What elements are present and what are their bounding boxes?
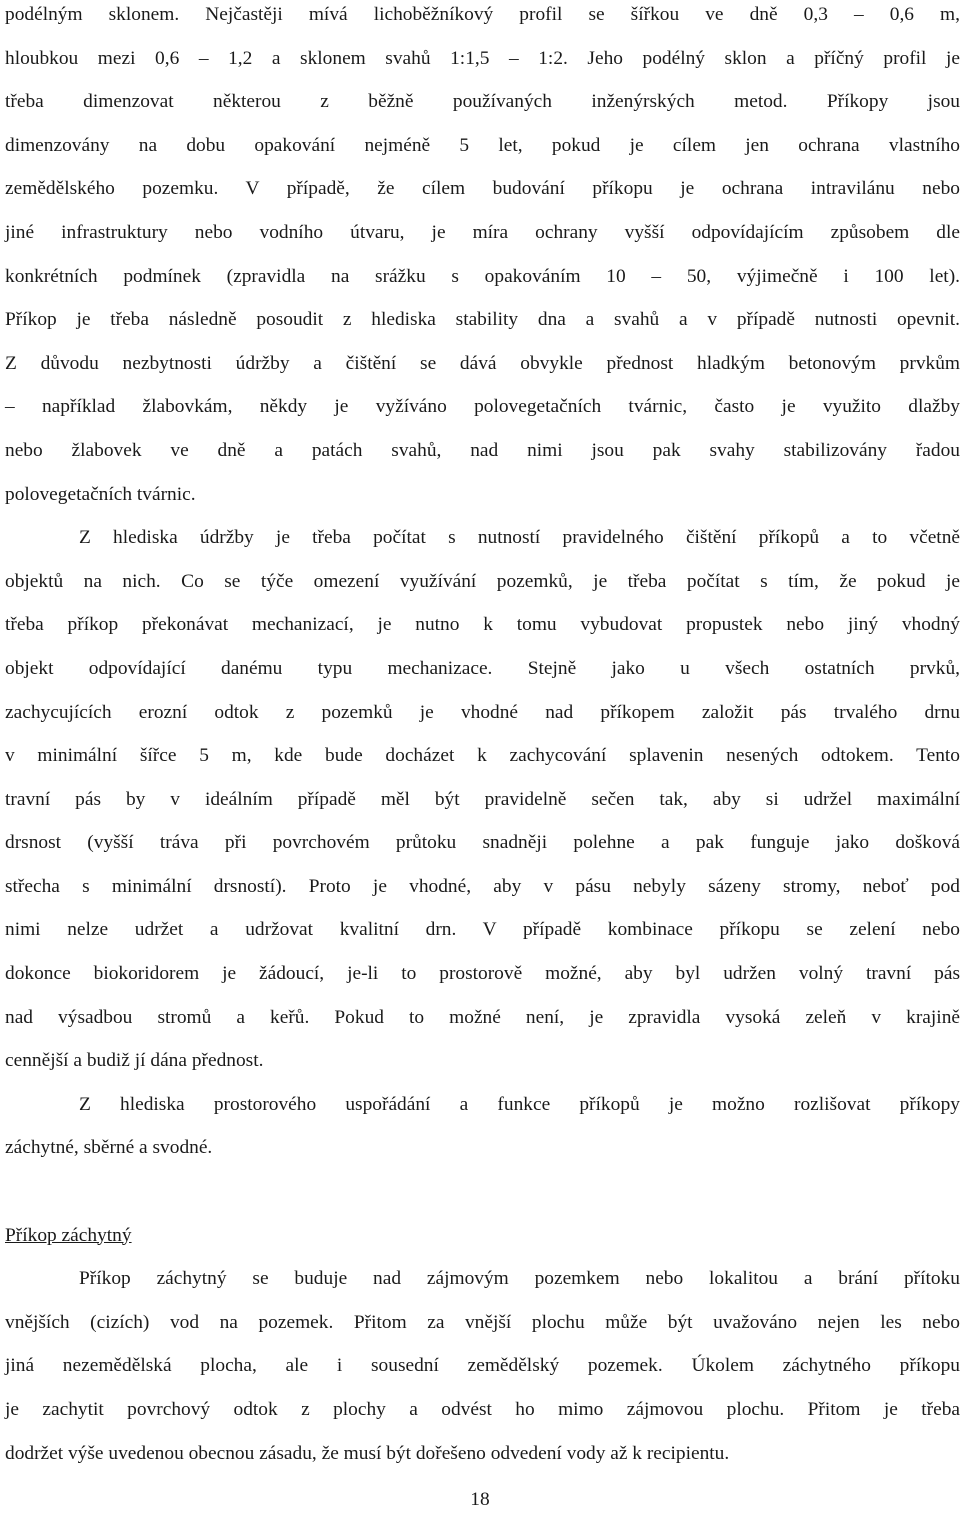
text-line: hloubkou mezi 0,6 – 1,2 a sklonem svahů 1:1,5 – 1:2. Jeho podélný sklon a příčný profil je (5, 47, 960, 69)
section-paragraph (5, 1257, 960, 1475)
text-line: Příkop je třeba následně posoudit z hlediska stability dna a svahů a v případě nutnosti opevnit. (5, 309, 960, 331)
text-line: vnějších (cizích) vod na pozemek. Přitom za vnější plochu může být uvažováno nejen les nebo (5, 1311, 960, 1333)
paragraph-1 (5, 0, 960, 516)
text-line: je zachytit povrchový odtok z plochy a odvést ho mimo zájmovou plochu. Přitom je třeba (5, 1399, 960, 1420)
text-line: zemědělského pozemku. V případě, že cílem budování příkopu je ochrana intravilánu nebo (5, 178, 960, 200)
text-line: střecha s minimální drsností). Proto je vhodné, aby v pásu nebyly sázeny stromy, neboť pod (5, 875, 960, 897)
blank-line (5, 1170, 960, 1214)
text-line: jiné infrastruktury nebo vodního útvaru, je míra ochrany vyšší odpovídajícím způsobem dle (5, 221, 960, 243)
text-line: travní pás by v ideálním případě měl být pravidelně sečen tak, aby si udržel maximální (5, 788, 960, 810)
text-line: v minimální šířce 5 m, kde bude docházet k zachycování splavenin nesených odtokem. Tento (5, 745, 960, 767)
text-line: – například žlabovkám, někdy je vyžíváno polovegetačních tvárnic, často je využito dlažby (5, 396, 960, 418)
text-line: třeba dimenzovat některou z běžně používaných inženýrských metod. Příkopy jsou (5, 91, 960, 113)
text-line: polovegetačních tvárnic. (5, 483, 196, 505)
text-line: Z hlediska prostorového uspořádání a funkce příkopů je možno rozlišovat příkopy (79, 1093, 960, 1115)
text-line: záchytné, sběrné a svodné. (5, 1137, 213, 1159)
text-line: nad výsadbou stromů a keřů. Pokud to možné není, je zpravidla vysoká zeleň v krajině (5, 1006, 960, 1028)
text-line: objekt odpovídající danému typu mechanizace. Stejně jako u všech ostatních prvků, (5, 657, 960, 679)
document-page (5, 0, 960, 1475)
text-line: nimi nelze udržet a udržovat kvalitní drn. V případě kombinace příkopu se zelení nebo (5, 919, 960, 941)
text-line: Příkop záchytný se buduje nad zájmovým pozemkem nebo lokalitou a brání přítoku (79, 1268, 960, 1290)
text-line: jiná nezemědělská plocha, ale i sousední zemědělský pozemek. Úkolem záchytného příkopu (5, 1355, 960, 1377)
paragraph-2 (5, 516, 960, 1083)
text-line: konkrétních podmínek (zpravidla na srážku s opakováním 10 – 50, výjimečně i 100 let). (5, 265, 960, 287)
text-line: zachycujících erozní odtok z pozemků je vhodné nad příkopem založit pás trvalého drnu (5, 701, 960, 723)
text-line: podélným sklonem. Nejčastěji mívá lichoběžníkový profil se šířkou ve dně 0,3 – 0,6 m, (5, 4, 960, 25)
paragraph-3 (5, 1083, 960, 1170)
section-heading: Příkop záchytný (5, 1224, 132, 1246)
text-line: Z hlediska údržby je třeba počítat s nutností pravidelného čištění příkopů a to včetně (79, 527, 960, 549)
text-line: objektů na nich. Co se týče omezení využívání pozemků, je třeba počítat s tím, že pokud je (5, 570, 960, 592)
text-line: drsnost (vyšší tráva při povrchovém průtoku snadněji polehne a pak funguje jako došková (5, 832, 960, 854)
text-line: třeba příkop překonávat mechanizací, je nutno k tomu vybudovat propustek nebo jiný vhodný (5, 614, 960, 636)
text-line: cennější a budiž jí dána přednost. (5, 1050, 264, 1072)
text-line: nebo žlabovek ve dně a patách svahů, nad nimi jsou pak svahy stabilizovány řadou (5, 439, 960, 461)
text-line: dokonce biokoridorem je žádoucí, je-li to prostorově možné, aby byl udržen volný travní pás (5, 963, 960, 985)
text-line: dimenzovány na dobu opakování nejméně 5 let, pokud je cílem jen ochrana vlastního (5, 134, 960, 156)
text-line: dodržet výše uvedenou obecnou zásadu, že musí být dořešeno odvedení vody až k recipientu. (5, 1442, 730, 1464)
text-line: Z důvodu nezbytnosti údržby a čištění se dává obvykle přednost hladkým betonovým prvkům (5, 352, 960, 374)
page-number: 18 (470, 1489, 490, 1510)
